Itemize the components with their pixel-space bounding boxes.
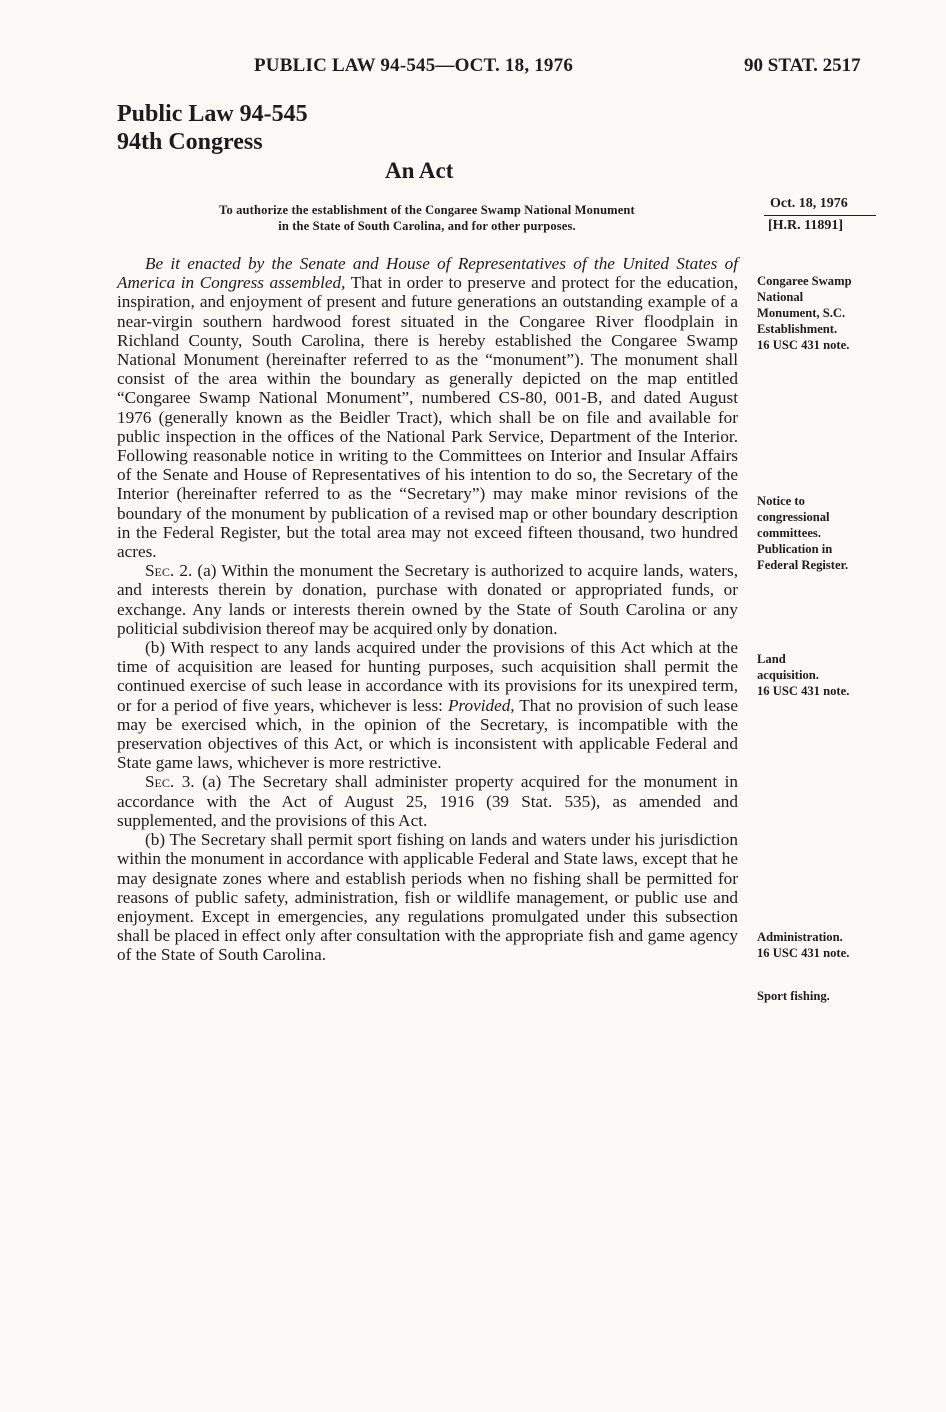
margin-note-administration: [757, 929, 897, 961]
margin-note-line: Monument, S.C.: [757, 306, 846, 320]
margin-note-land-acquisition: [757, 651, 897, 699]
section-2a-text: (a) Within the monument the Secretary is authorized to acquire lands, waters, and interests therein by donation, purchase with donated or appropriated funds, or exchange. Any lands or interests therein owned by the State of South Carolina or any politicial subdivision thereof may be acquired only by donation.: [117, 561, 738, 638]
margin-note-line: congressional: [757, 510, 830, 524]
margin-note-line: 16 USC 431 note.: [757, 338, 850, 352]
section-3a: [117, 772, 738, 830]
act-heading: An Act: [385, 158, 454, 183]
margin-note-line: Congaree Swamp: [757, 274, 852, 288]
stat-citation: 90 STAT. 2517: [744, 55, 861, 76]
section-2a: [117, 561, 738, 638]
section-1-text: That in order to preserve and protect for the education, inspiration, and enjoyment of present and future generations an outstanding example of a near-virgin southern hardwood forest situated in the Congaree River floodplain in Richland County, South Carolina, there is hereby established the Congaree Swamp National Monument (hereinafter referred to as the “monument”). The monument shall consist of the area within the boundary as generally depicted on the map entitled “Congaree Swamp National Monument”, numbered CS-80, 001-B, and dated August 1976 (generally known as the Beidler Tract), which shall be on file and available for public inspection in the offices of the National Park Service, Department of the Interior. Following reasonable notice in writing to the Committees on Interior and Insular Affairs of the Senate and House of Representatives of his intention to do so, the Secretary of the Interior (hereinafter referred to as the “Secretary”) may make minor revisions of the boundary of the monument by publication of a revised map or other boundary description in the Federal Register, but the total area may not exceed fifteen thousand, two hundred acres.: [117, 273, 738, 562]
running-head: PUBLIC LAW 94-545—OCT. 18, 1976: [254, 55, 574, 76]
section-3b-text: (b) The Secretary shall permit sport fishing on lands and waters under his jurisdiction within the monument in accordance with applicable Federal and State laws, except that he may designate zones where and establish periods when no fishing shall be permitted for reasons of public safety, administration, fish or wildlife management, or public use and enjoyment. Except in emergencies, any regulations promulgated under this subsection shall be placed in effect only after consultation with the appropriate fish and game agency of the State of South Carolina.: [117, 830, 738, 965]
enacting-clause: Be it enacted by the Senate and House of Representatives of the United States of America in Congress assembled,: [117, 254, 738, 293]
provided-word: Provided,: [447, 695, 515, 715]
margin-note-line: Federal Register.: [757, 558, 849, 572]
margin-note-sport-fishing: [757, 988, 897, 1004]
section-3a-text: (a) The Secretary shall administer property acquired for the monument in accordance with the Act of August 25, 1916 (39 Stat. 535), as amended and supplemented, and the provisions of this Act.: [117, 772, 738, 830]
bill-number: [H.R. 11891]: [768, 218, 844, 233]
margin-note-line: 16 USC 431 note.: [757, 684, 850, 698]
margin-note-line: Administration.: [757, 930, 843, 944]
margin-note-establishment: [757, 273, 897, 353]
congress-number: 94th Congress: [117, 129, 263, 155]
margin-note-line: Sport fishing.: [757, 989, 830, 1003]
section-1: [117, 254, 738, 561]
margin-note-line: Establishment.: [757, 322, 838, 336]
section-3-label: Sec. 3.: [145, 772, 195, 792]
section-2-label: Sec. 2.: [145, 561, 193, 581]
margin-note-notice: [757, 493, 897, 573]
margin-note-line: Land: [757, 652, 786, 666]
margin-note-line: committees.: [757, 526, 821, 540]
enactment-date: Oct. 18, 1976: [770, 196, 848, 211]
law-title-block: [117, 100, 308, 156]
margin-note-line: National: [757, 290, 804, 304]
section-2b-text-start: (b) With respect to any lands acquired under the provisions of this Act which at the time of acquisition are leased for hunting purposes, such acquisition shall permit the continued exercise of such lease in accordance with its provisions for its unexpired term, or for a period of five years, whichever is less:: [117, 638, 738, 715]
margin-note-line: 16 USC 431 note.: [757, 946, 850, 960]
section-2b: [117, 638, 738, 772]
margin-note-line: Notice to: [757, 494, 805, 508]
public-law-number: Public Law 94-545: [117, 101, 308, 127]
section-2b-text-end: That no provision of such lease may be exercised which, in the opinion of the Secretary, is incompatible with the preservation objectives of this Act, or which is inconsistent with applicable Federal and State game laws, whichever is more restrictive.: [117, 695, 739, 773]
section-3b: [117, 830, 738, 964]
margin-note-line: acquisition.: [757, 668, 819, 682]
purpose-clause: [117, 202, 737, 234]
margin-note-line: Publication in: [757, 542, 833, 556]
statute-body: [117, 254, 738, 965]
enactment-box: [764, 194, 876, 236]
purpose-line-1: To authorize the establishment of the Congaree Swamp National Monument: [219, 203, 635, 217]
purpose-line-2: in the State of South Carolina, and for other purposes.: [278, 219, 576, 233]
